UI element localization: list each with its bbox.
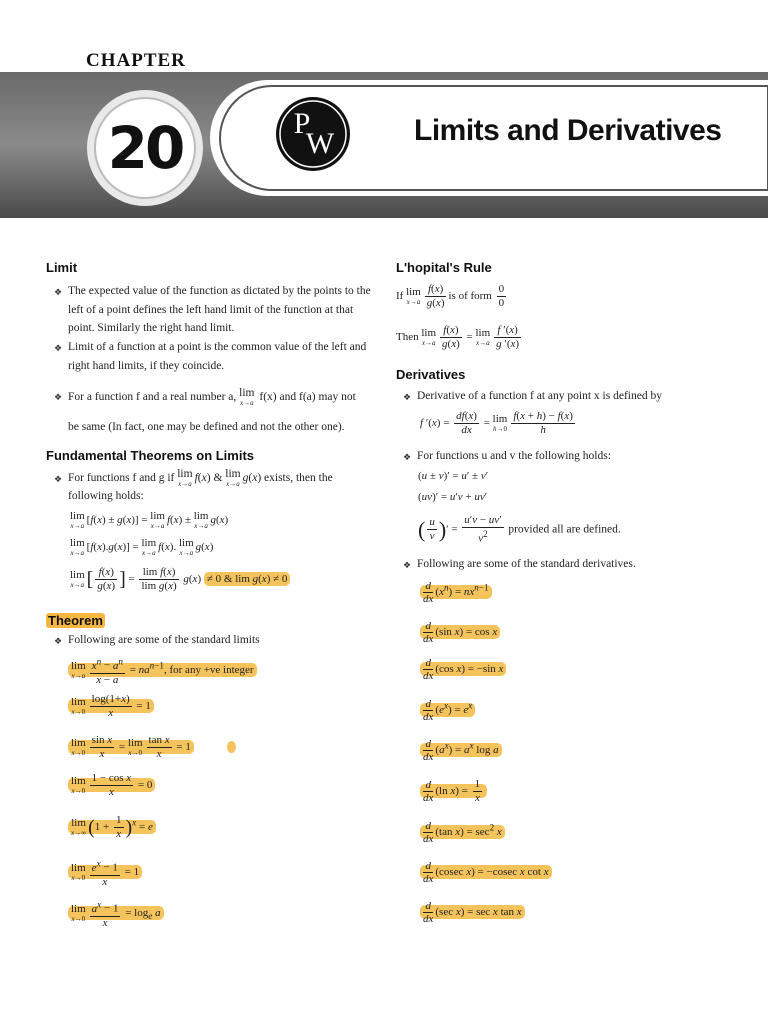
bullet-icon: ❖ <box>54 343 63 353</box>
derivatives-heading: Derivatives <box>396 367 466 382</box>
pw-logo-icon <box>274 95 352 173</box>
lhopital-condition: If lim x→a $\frac{f(x)}{g(x)}$ is of form $\frac{0}{0}$ <box>396 283 505 309</box>
deriv-sin: $\frac{d}{dx}$ (sin x) = cos x <box>420 620 500 645</box>
theorem-heading-text: Theorem <box>48 613 103 628</box>
uv-text: For functions u and v the following holds: <box>417 450 611 462</box>
fundamental-intro-suffix: exists, then the <box>264 472 333 485</box>
std-limit-exp: lim x→0 $\frac{e^x - 1}{x}$ = 1 <box>68 857 142 889</box>
deriv-ln: $\frac{d}{dx}$ (ln x) = $\frac{1}{x}$ <box>420 778 487 805</box>
chapter-title: Limits and Derivatives <box>414 114 722 147</box>
std-limit-sin-tan: lim x→0 $\frac{\text{sin x}}{x}$ = lim x→0 $\frac{\text{tan x}}{x}$ = 1 <box>68 734 194 761</box>
std-derivatives-text: Following are some of the standard derivatives. <box>417 558 636 570</box>
deriv-cos: $\frac{d}{dx}$ (cos x) = −sin x <box>420 657 506 682</box>
bullet3-suffix: f(x) and f(a) may not <box>259 391 356 404</box>
lim-symbol: lim x→a <box>239 387 255 407</box>
theorem-heading <box>46 613 105 628</box>
derivative-definition-text: Derivative of a function f at any point x is defined by <box>417 390 662 402</box>
limit-heading: Limit <box>46 260 78 275</box>
svg-text:P: P <box>293 107 311 140</box>
bullet-icon: ❖ <box>54 636 63 646</box>
chapter-number: 20 <box>107 114 183 182</box>
any-integer-text: , for any +ve integer <box>163 664 254 677</box>
bullet-icon: ❖ <box>54 474 63 484</box>
fundamental-intro-prefix: For functions f and g if <box>68 472 175 485</box>
fundamental-intro: For functions f and g if lim x→a f(x) & lim x→a g(x) exists, then the <box>68 468 333 488</box>
deriv-sec: $\frac{d}{dx}$ (sec x) = sec x tan x <box>420 900 525 925</box>
bullet-icon: ❖ <box>403 452 412 462</box>
std-limit-ax: lim x→0 $\frac{a^x - 1}{x}$ = $\log_e a$ <box>68 898 164 930</box>
svg-text:W: W <box>305 127 335 160</box>
std-limit-log: lim x→0 $\frac{\log(1+x)}{x}$ = 1 <box>68 693 154 720</box>
uv-sum-rule: (u ± v)′ = u′ ± v′ <box>418 470 489 482</box>
std-limit-cos: lim x→0 $\frac{\text{1 − cos x}}{x}$ = 0 <box>68 772 155 799</box>
uv-product-rule: (uv)′ = u′v + uv′ <box>418 491 488 503</box>
bullet3-prefix: For a function f and a real number a, <box>68 391 237 404</box>
deriv-power: $\frac{d}{dx}$ $(x^n) = nx^{n-1}$ <box>420 580 492 605</box>
std-limit-power: lim x→a $\frac{x^n - a^n}{x - a}$ = $na^{n-1}$, for any +ve integer <box>68 655 257 687</box>
bullet-icon: ❖ <box>54 287 63 297</box>
bullet-icon: ❖ <box>403 392 412 402</box>
fundamental-intro-line2: following holds: <box>68 490 144 502</box>
deriv-ax: $\frac{d}{dx}$ $(a^x) = a^x$ log a <box>420 738 502 763</box>
formula-quotient-rule: lim x→a [ $\frac{f(x)}{g(x)}$ ] = $\frac{\text{lim f(x)}}{\text{lim g(x)}}$ g(x) ≠ 0 & lim g(x) ≠ 0 <box>70 566 290 593</box>
lhopital-if: If <box>396 290 404 303</box>
formula-sum-rule: lim x→a [f(x) ± g(x)] = lim x→a f(x) ± lim x→a g(x) <box>70 510 229 530</box>
lim-symbol: lim x→a <box>177 468 193 488</box>
uv-quotient-rule: ( $\frac{u}{v}$ )′ = $\frac{u'v - uv'}{v^2}$ provided all are defined. <box>418 514 621 545</box>
limit-bullet-3-line2: be same (In fact, one may be defined and not the other one). <box>68 421 345 433</box>
lhopital-result: Then lim x→a $\frac{f(x)}{g(x)}$ = lim x→a $\frac{f '(x)}{g '(x)}$ <box>396 324 520 350</box>
bullet-icon: ❖ <box>403 560 412 570</box>
fundamental-heading: Fundamental Theorems on Limits <box>46 448 255 463</box>
highlight-dot <box>227 741 236 753</box>
chapter-label: CHAPTER <box>86 50 186 71</box>
bullet-icon: ❖ <box>54 392 63 402</box>
lhopital-is-of-form: is of form <box>448 290 492 303</box>
lhopital-heading: L'hopital's Rule <box>396 260 492 275</box>
deriv-exp: $\frac{d}{dx}$ $(e^x) = e^x$ <box>420 698 475 723</box>
limit-bullet-1: The expected value of the function as dictated by the points to the left of a point defines the left hand limit of the function at that point. Similarly the right hand limit. <box>68 285 371 334</box>
deriv-cosec: $\frac{d}{dx}$ (cosec x) = −cosec x cot x <box>420 860 552 885</box>
deriv-tan: $\frac{d}{dx}$ (tan $x) = \sec^2 x$ <box>420 820 505 845</box>
lim-symbol: lim x→a <box>225 468 241 488</box>
lhopital-then: Then <box>396 331 419 344</box>
limit-bullet-2: Limit of a function at a point is the common value of the left and right hand limits, if they coincide. <box>68 341 367 372</box>
provided-text: provided all are defined. <box>508 523 621 536</box>
theorem-intro: Following are some of the standard limits <box>68 634 260 646</box>
std-limit-e: lim x→∞ (1 + $\frac{1}{x}$ )$^x$ = e <box>68 814 156 841</box>
derivative-definition-formula: f ′(x) = $\frac{df(x)}{dx}$ = lim h→0 $\frac{f(x + h) - f(x)}{h}$ <box>420 410 573 436</box>
limit-bullet-3 <box>68 388 388 407</box>
formula-product-rule: lim x→a [f(x).g(x)] = lim x→a f(x). lim x→a g(x) <box>70 537 214 557</box>
